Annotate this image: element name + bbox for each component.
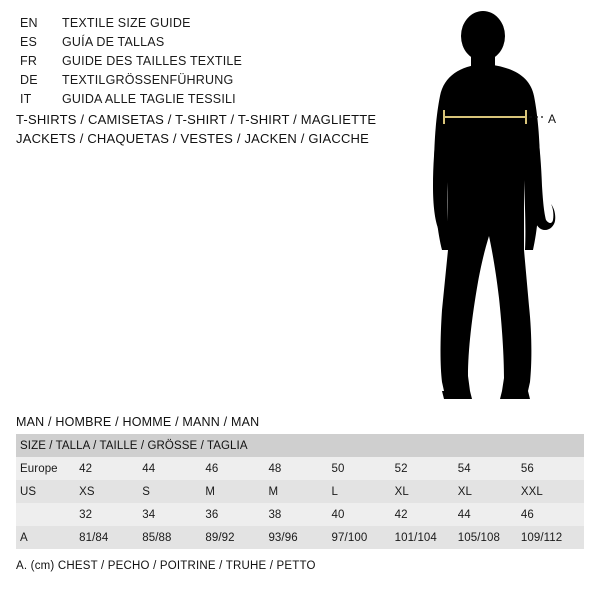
language-code: IT [20, 92, 32, 106]
table-cell: 56 [521, 457, 584, 480]
language-title: TEXTILE SIZE GUIDE [62, 16, 191, 30]
table-cell: 97/100 [332, 526, 395, 549]
table-row [16, 480, 584, 503]
table-cell: 48 [268, 457, 331, 480]
table-title-man: MAN / HOMBRE / HOMME / MANN / MAN [16, 415, 260, 429]
male-silhouette-figure [398, 10, 598, 405]
table-header-label: SIZE / TALLA / TAILLE / GRÖSSE / TAGLIA [16, 434, 584, 457]
language-row [20, 35, 380, 54]
language-code: FR [20, 54, 38, 68]
table-cell: 44 [142, 457, 205, 480]
table-cell: 38 [268, 503, 331, 526]
size-table-area [16, 415, 584, 572]
language-row [20, 16, 380, 35]
table-header-row [16, 434, 584, 457]
table-cell: XL [395, 480, 458, 503]
row-label [16, 503, 79, 526]
language-row [20, 54, 380, 73]
table-cell: 105/108 [458, 526, 521, 549]
table-cell: 32 [79, 503, 142, 526]
table-cell: 46 [521, 503, 584, 526]
table-cell: 34 [142, 503, 205, 526]
language-code: ES [20, 35, 38, 49]
silhouette-shape [433, 11, 555, 399]
category-line-jackets: JACKETS / CHAQUETAS / VESTES / JACKEN / GIACCHE [16, 131, 370, 146]
table-cell: 52 [395, 457, 458, 480]
table-cell: 42 [395, 503, 458, 526]
language-title: GUIDA ALLE TAGLIE TESSILI [62, 92, 236, 106]
table-cell: 46 [205, 457, 268, 480]
language-row [20, 92, 380, 111]
table-cell: 40 [332, 503, 395, 526]
table-cell: 54 [458, 457, 521, 480]
table-cell: S [142, 480, 205, 503]
table-cell: XL [458, 480, 521, 503]
chest-measure-label: A [548, 112, 557, 126]
table-cell: XS [79, 480, 142, 503]
table-cell: M [268, 480, 331, 503]
table-cell: 89/92 [205, 526, 268, 549]
table-cell: L [332, 480, 395, 503]
table-cell: 93/96 [268, 526, 331, 549]
row-label: A [16, 526, 79, 549]
language-title: GUIDE DES TAILLES TEXTILE [62, 54, 243, 68]
table-cell: 101/104 [395, 526, 458, 549]
table-cell: 109/112 [521, 526, 584, 549]
table-row [16, 457, 584, 480]
language-header-block [20, 16, 380, 111]
table-row [16, 526, 584, 549]
table-cell: 81/84 [79, 526, 142, 549]
row-label: Europe [16, 457, 79, 480]
language-title: GUÍA DE TALLAS [62, 35, 165, 49]
table-cell: XXL [521, 480, 584, 503]
table-footnote: A. (cm) CHEST / PECHO / POITRINE / TRUHE / PETTO [16, 560, 316, 572]
table-cell: M [205, 480, 268, 503]
language-code: DE [20, 73, 38, 87]
size-table [16, 434, 584, 549]
language-row [20, 73, 380, 92]
table-cell: 85/88 [142, 526, 205, 549]
language-title: TEXTILGRÖSSENFÜHRUNG [62, 73, 234, 87]
row-label: US [16, 480, 79, 503]
language-code: EN [20, 16, 38, 30]
table-cell: 36 [205, 503, 268, 526]
table-cell: 42 [79, 457, 142, 480]
table-cell: 50 [332, 457, 395, 480]
category-block [16, 110, 396, 148]
table-row [16, 503, 584, 526]
category-line-tshirts: T-SHIRTS / CAMISETAS / T-SHIRT / T-SHIRT / MAGLIETTE [16, 112, 377, 127]
table-cell: 44 [458, 503, 521, 526]
